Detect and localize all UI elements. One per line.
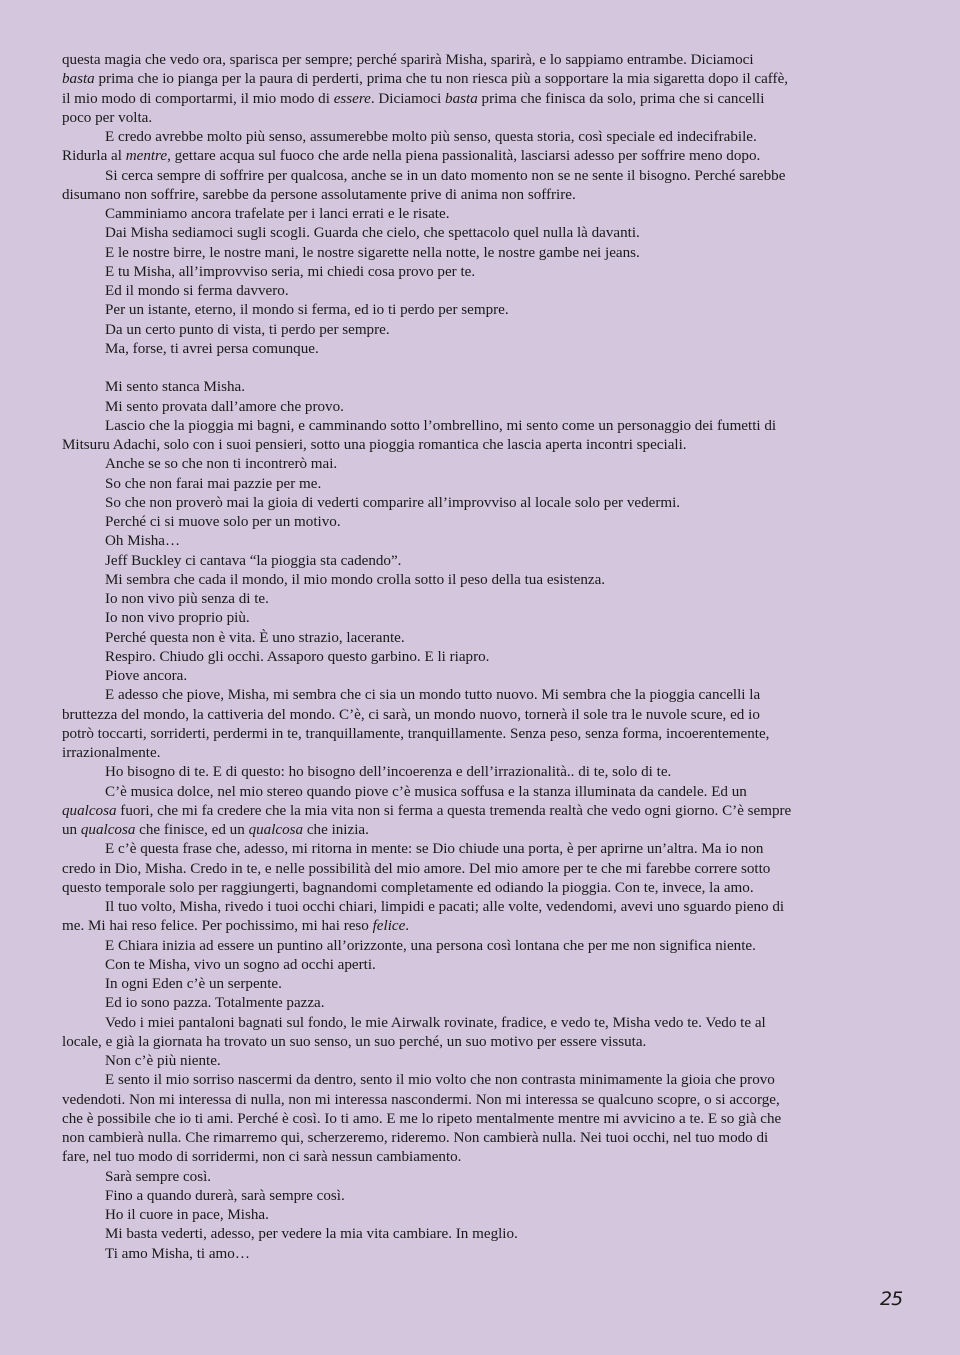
text-line — [62, 552, 862, 571]
text-line — [62, 475, 862, 494]
text-line — [62, 763, 862, 782]
text-line — [62, 455, 862, 474]
text-line — [62, 398, 862, 417]
text-line — [62, 301, 862, 320]
italic-text: felice — [372, 918, 406, 935]
text-line — [62, 783, 862, 802]
text-run: Mi sento stanca Misha. — [105, 379, 246, 396]
text-run: Mitsuru Adachi, solo con i suoi pensieri, sotto una pioggia romantica che lascia aperta incontri speciali. — [62, 437, 687, 453]
text-run: Non c’è più niente. — [105, 1053, 221, 1069]
text-line — [62, 70, 862, 89]
text-line — [62, 109, 862, 128]
text-run: Mi sento provata dall’amore che provo. — [105, 398, 344, 415]
text-line — [62, 686, 862, 705]
text-run: Sarà sempre così. — [105, 1168, 212, 1185]
text-line — [62, 1187, 862, 1206]
text-run: Io non vivo proprio più. — [105, 610, 250, 627]
text-run: Da un certo punto di vista, ti perdo per sempre. — [105, 321, 390, 338]
text-run: E sento il mio sorriso nascermi da dentro, sento il mio volto che non contrasta minimamente la gioia che provo — [105, 1072, 775, 1089]
text-run: C’è musica dolce, nel mio stereo quando piove c’è musica soffusa e la stanza illuminata da candele. Ed un — [105, 783, 747, 800]
text-run: prima che finisca da solo, prima che si cancelli — [477, 90, 765, 107]
text-run: Dai Misha sediamoci sugli scogli. Guarda che cielo, che spettacolo quel nulla là davanti. — [105, 225, 640, 242]
text-line — [62, 1245, 862, 1264]
text-body — [62, 51, 862, 1264]
text-run: Anche se so che non ti incontrerò mai. — [105, 456, 338, 473]
text-line — [62, 1033, 862, 1052]
text-line — [62, 282, 862, 301]
text-run: fuori, che mi fa credere che la mia vita non si ferma a questa tremenda realtà che vedo ogni giorno. C’è sempre — [116, 802, 792, 819]
text-line — [62, 90, 862, 109]
text-run: E Chiara inizia ad essere un puntino all’orizzonte, una persona così lontana che per me non significa niente. — [105, 937, 756, 954]
text-line — [62, 417, 862, 436]
text-run: Jeff Buckley ci cantava “la pioggia sta cadendo”. — [105, 552, 402, 569]
text-run: Ti amo Misha, ti amo… — [105, 1245, 250, 1262]
text-run: Fino a quando durerà, sarà sempre così. — [105, 1187, 345, 1204]
text-line — [62, 532, 862, 551]
italic-text: mentre — [125, 148, 168, 165]
text-line — [62, 802, 862, 821]
text-line — [62, 205, 862, 224]
text-run: disumano non soffrire, sarebbe da persone assolutamente prive di anima non soffrire. — [62, 186, 576, 203]
text-run: Per un istante, eterno, il mondo si ferma, ed io ti perdo per sempre. — [105, 302, 509, 319]
text-line — [62, 1014, 862, 1033]
text-run: Piove ancora. — [105, 668, 188, 684]
text-run: Perché ci si muove solo per un motivo. — [105, 514, 341, 530]
text-line — [62, 244, 862, 263]
text-run: irrazionalmente. — [62, 745, 161, 761]
italic-text: basta — [445, 90, 478, 107]
text-run: Con te Misha, vivo un sogno ad occhi aperti. — [105, 956, 376, 973]
blank-line — [62, 359, 862, 378]
text-line — [62, 860, 862, 879]
text-run: Io non vivo più senza di te. — [105, 591, 269, 607]
text-line — [62, 186, 862, 205]
text-run: E tu Misha, all’improvviso seria, mi chiedi cosa provo per te. — [105, 263, 476, 280]
text-line — [62, 321, 862, 340]
text-line — [62, 1129, 862, 1148]
text-run: Respiro. Chiudo gli occhi. Assaporo questo garbino. E li riapro. — [105, 648, 490, 665]
text-run: E c’è questa frase che, adesso, mi ritorna in mente: se Dio chiude una porta, è per aprirne un’altra. Ma io non — [105, 841, 764, 858]
text-line — [62, 667, 862, 686]
italic-text: qualcosa — [248, 822, 304, 838]
text-run: questo temporale solo per raggiungerti, bagnandomi completamente ed odiando la pioggia. Con te, invece, la amo. — [62, 879, 754, 896]
text-line — [62, 378, 862, 397]
text-line — [62, 1052, 862, 1071]
text-line — [62, 840, 862, 859]
text-run: Mi sembra che cada il mondo, il mio mondo crolla sotto il peso della tua esistenza. — [105, 571, 606, 588]
text-run: non cambierà nulla. Che rimarremo qui, scherzeremo, rideremo. Non cambierà nulla. Nei tuoi occhi, nel tuo modo di — [62, 1130, 769, 1146]
text-line — [62, 340, 862, 359]
text-run: Vedo i miei pantaloni bagnati sul fondo, le mie Airwalk rovinate, fradice, e vedo te, Misha vedo te. Vedo te al — [105, 1014, 766, 1031]
text-line — [62, 1225, 862, 1244]
text-run: vedendoti. Non mi interessa di nulla, non mi interessa nascondermi. Non mi interessa se qualcuno scopre, o si accorge, — [62, 1091, 780, 1108]
text-line — [62, 898, 862, 917]
text-run: fare, nel tuo modo di sorridermi, non ci sarà nessun cambiamento. — [62, 1149, 462, 1166]
italic-text: qualcosa — [62, 802, 117, 819]
text-run: So che non proverò mai la gioia di vederti comparire all’improvviso al locale solo per vedermi. — [105, 494, 681, 511]
text-run: Si cerca sempre di soffrire per qualcosa, anche se in un dato momento non se ne sente il bisogno. Perché sarebbe — [105, 167, 786, 184]
text-run: prima che io pianga per la paura di perderti, prima che tu non riesca più a sopportare la mia sigaretta dopo il caffè, — [94, 71, 789, 88]
text-line — [62, 147, 862, 166]
text-line — [62, 1071, 862, 1090]
text-run: So che non farai mai pazzie per me. — [105, 475, 322, 492]
text-line — [62, 629, 862, 648]
text-line — [62, 609, 862, 628]
text-run: Camminiamo ancora trafelate per i lanci errati e le risate. — [105, 206, 450, 222]
text-line — [62, 648, 862, 667]
text-run: Mi basta vederti, adesso, per vedere la mia vita cambiare. In meglio. — [105, 1226, 518, 1243]
text-line — [62, 725, 862, 744]
text-run: questa magia che vedo ora, sparisca per sempre; perché sparirà Misha, sparirà, e lo sappiamo entrambe. Diciamoci — [62, 52, 754, 68]
text-run: Oh Misha… — [105, 533, 181, 550]
text-run: Ma, forse, ti avrei persa comunque. — [105, 340, 319, 357]
text-line — [62, 879, 862, 898]
text-run: E credo avrebbe molto più senso, assumerebbe molto più senso, questa storia, così speciale ed indecifrabile. — [105, 129, 757, 145]
text-run: il mio modo di comportarmi, il mio modo di — [62, 90, 334, 107]
text-run: Lascio che la pioggia mi bagni, e camminando sotto l’ombrellino, mi sento come un personaggio dei fumetti di — [105, 417, 777, 434]
text-line — [62, 975, 862, 994]
text-line — [62, 821, 862, 840]
text-run: Ed il mondo si ferma davvero. — [105, 283, 289, 299]
text-line — [62, 128, 862, 147]
text-line — [62, 51, 862, 70]
text-line — [62, 224, 862, 243]
text-line — [62, 1168, 862, 1187]
text-line — [62, 436, 862, 455]
text-run: , gettare acqua sul fuoco che arde nella piena passionalità, lasciarsi adesso per soffrire meno dopo. — [167, 148, 761, 165]
page-number: 25 — [880, 1288, 903, 1310]
text-run: che inizia. — [303, 822, 369, 838]
text-run: . — [405, 918, 410, 935]
text-run: Il tuo volto, Misha, rivedo i tuoi occhi chiari, limpidi e pacati; alle volte, vedendomi, avevi uno sguardo pieno di — [105, 899, 785, 915]
text-line — [62, 706, 862, 725]
text-line — [62, 494, 862, 513]
text-run: credo in Dio, Misha. Credo in te, e nelle possibilità del mio amore. Del mio amore per te che mi farebbe correre sotto — [62, 860, 771, 877]
text-run: bruttezza del mondo, la cattiveria del mondo. C’è, ci sarà, un mondo nuovo, tornerà il sole tra le nuvole scure, ed io — [62, 706, 760, 723]
text-run: Ed io sono pazza. Totalmente pazza. — [105, 995, 325, 1012]
text-line — [62, 1110, 862, 1129]
text-line — [62, 1206, 862, 1225]
text-run: Ho bisogno di te. E di questo: ho bisogno dell’incoerenza e dell’irrazionalità.. di te, solo di te. — [105, 764, 672, 781]
text-run: me. Mi hai reso felice. Per pochissimo, mi hai reso — [62, 918, 373, 935]
text-run: Perché questa non è vita. È uno strazio, lacerante. — [105, 629, 405, 646]
text-run: che finisce, ed un — [135, 822, 249, 838]
text-run: un — [62, 822, 81, 838]
text-run: . Diciamoci — [370, 90, 446, 107]
text-line — [62, 956, 862, 975]
text-run: E le nostre birre, le nostre mani, le nostre sigarette nella notte, le nostre gambe nei jeans. — [105, 244, 640, 261]
text-line — [62, 744, 862, 763]
italic-text: basta — [62, 71, 95, 88]
text-run: Ho il cuore in pace, Misha. — [105, 1207, 269, 1223]
text-line — [62, 1091, 862, 1110]
text-run: che è possibile che io ti ami. Perché è così. Io ti amo. E me lo ripeto mentalmente mentre mi avvicino a te. E so già che — [62, 1110, 782, 1127]
text-line — [62, 937, 862, 956]
text-line — [62, 263, 862, 282]
text-line — [62, 1148, 862, 1167]
text-line — [62, 571, 862, 590]
text-run: potrò toccarti, sorriderti, perdermi in te, tranquillamente, tranquillamente. Senza peso, senza forma, incoerentemente, — [62, 725, 770, 742]
text-line — [62, 513, 862, 532]
text-run: In ogni Eden c’è un serpente. — [105, 976, 282, 992]
text-run: E adesso che piove, Misha, mi sembra che ci sia un mondo tutto nuovo. Mi sembra che la pioggia cancelli la — [105, 687, 761, 704]
italic-text: qualcosa — [80, 822, 136, 838]
text-run: locale, e già la giornata ha trovato un suo senso, un suo perché, un suo motivo per essere vissuta. — [62, 1033, 647, 1050]
italic-text: essere — [333, 90, 371, 107]
text-line — [62, 994, 862, 1013]
text-line — [62, 917, 862, 936]
text-run: Ridurla al — [62, 148, 126, 165]
text-run: poco per volta. — [62, 109, 153, 126]
text-line — [62, 167, 862, 186]
text-line — [62, 590, 862, 609]
